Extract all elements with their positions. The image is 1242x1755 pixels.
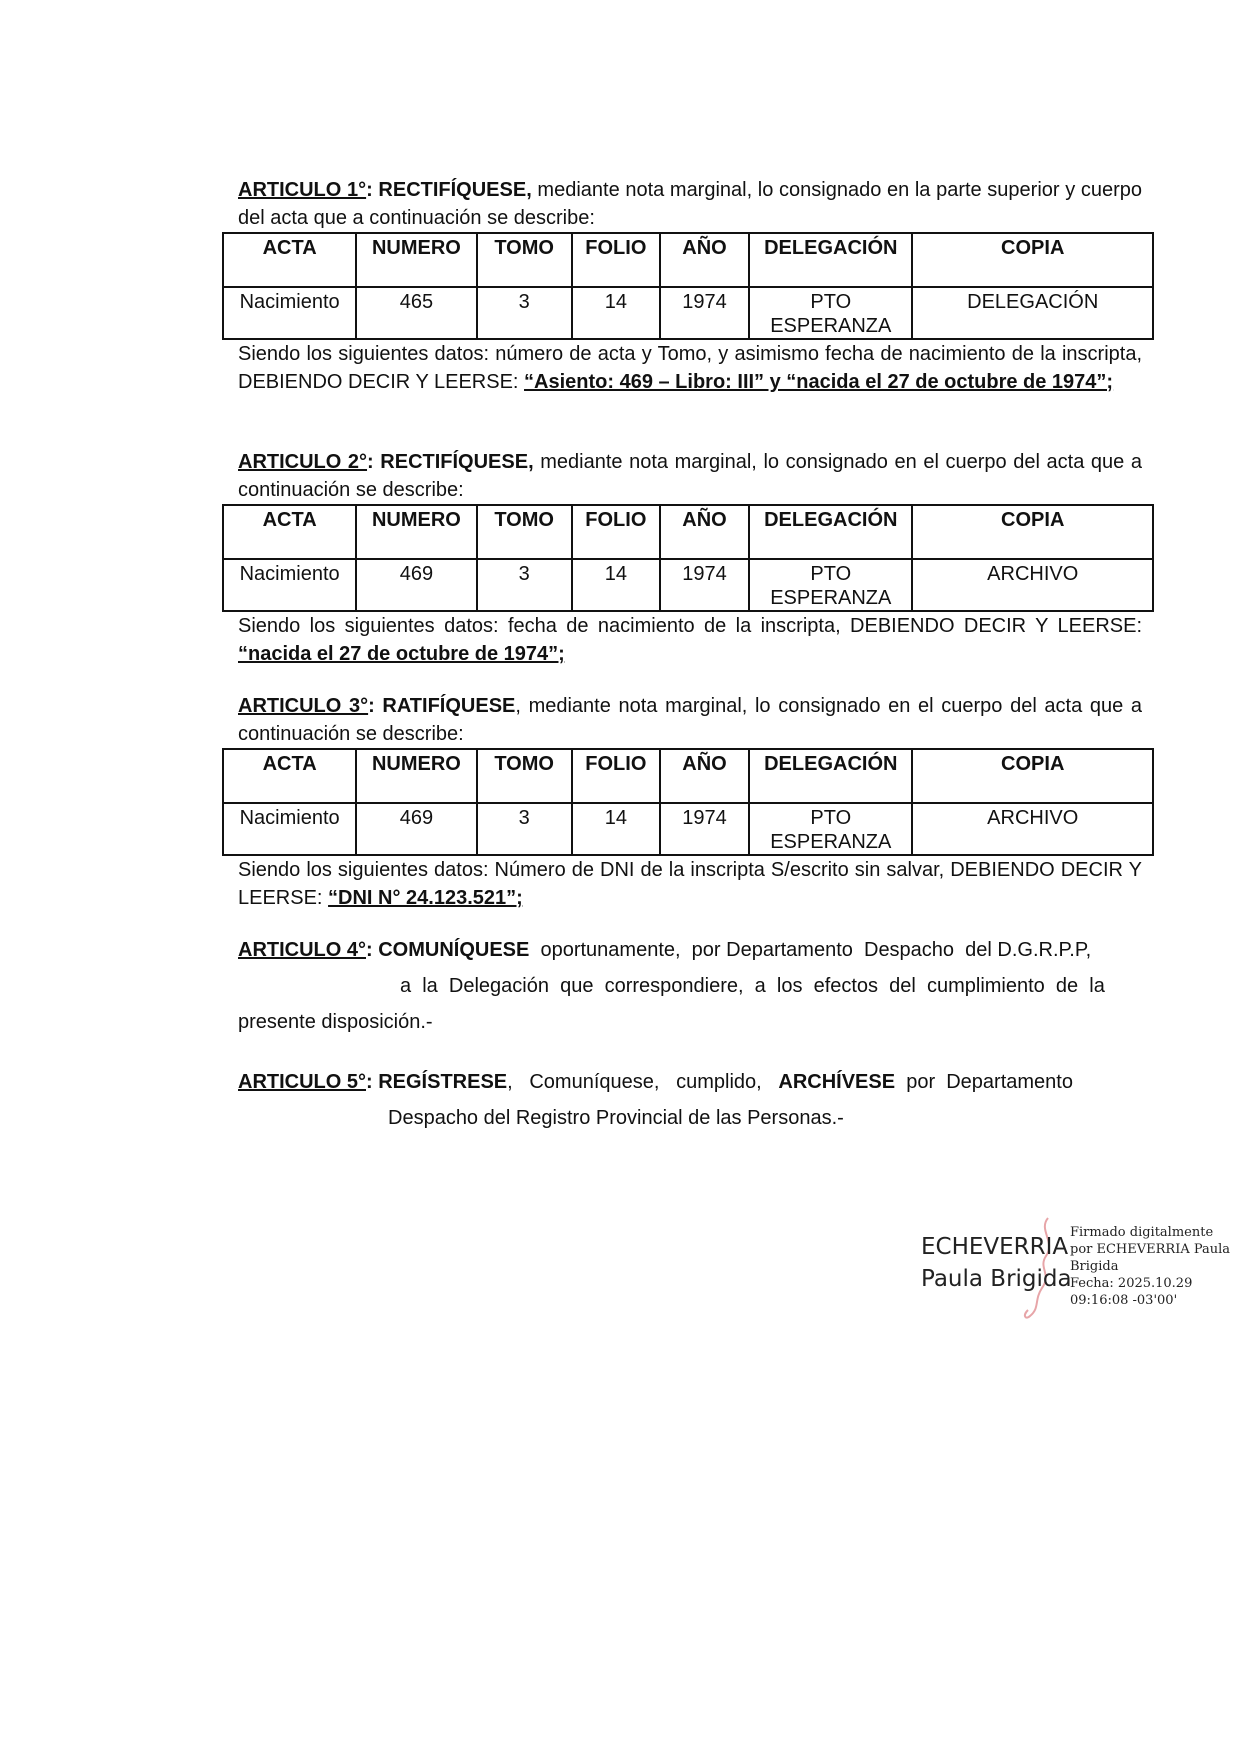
table-header-cell: DELEGACIÓN [749,233,912,287]
table-row [223,803,1153,855]
table-header-cell: ACTA [223,749,356,803]
article-3-label: ARTICULO 3° [238,695,369,717]
article-5-label: ARTICULO 5° [238,1071,366,1093]
table-header-row [223,233,1153,287]
table-cell: 469 [356,803,476,855]
table-header-cell: COPIA [912,505,1153,559]
table-cell: 465 [356,287,476,339]
table-cell: 3 [477,559,572,611]
article-3-detail-text: Siendo los siguientes datos: Número de DNI de la inscripta S/escrito sin salvar, DEBIENDO DECIR Y LEERSE: [238,859,1142,909]
table-header-cell: ACTA [223,505,356,559]
article-2-intro: ARTICULO 2°: RECTIFÍQUESE, mediante nota marginal, lo consignado en el cuerpo del acta que a continuación se describe: [238,451,1142,501]
article-1-table [222,232,1154,340]
signature-info [1070,1224,1230,1309]
table-cell: 14 [572,287,660,339]
table-cell: Nacimiento [223,287,356,339]
table-header-cell: NUMERO [356,749,476,803]
table-header-cell: AÑO [660,233,749,287]
article-3-quote: “DNI N° 24.123.521”; [328,887,523,909]
signature-info-line: por ECHEVERRIA Paula [1070,1242,1231,1257]
article-1-action: RECTIFÍQUESE, [378,179,532,201]
article-4-label: ARTICULO 4° [238,939,366,961]
article-1-detail-text: Siendo los siguientes datos: número de acta y Tomo, y asimismo fecha de nacimiento de la inscripta, DEBIENDO DECIR Y LEERSE: [238,343,1142,393]
signer-name-line-1: ECHEVERRIA [921,1234,1069,1260]
table-cell: 1974 [660,559,749,611]
table-row [223,559,1153,611]
table-header-cell: COPIA [912,233,1153,287]
article-4-line-2: a la Delegación que correspondiere, a los efectos del cumplimiento de la [400,975,1105,997]
article-2-table [222,504,1154,612]
table-header-cell: FOLIO [572,505,660,559]
table-cell: Nacimiento [223,559,356,611]
table-header-cell: TOMO [477,749,572,803]
article-4-action: COMUNÍQUESE [378,939,530,961]
table-cell: 1974 [660,803,749,855]
table-cell: 3 [477,287,572,339]
signature-info-line: Brigida [1070,1259,1119,1274]
table-header-cell: AÑO [660,505,749,559]
table-cell: Nacimiento [223,803,356,855]
article-4-line-3: presente disposición.- [238,1011,433,1033]
table-header-cell: COPIA [912,749,1153,803]
article-2-label: ARTICULO 2° [238,451,368,473]
table-cell: 3 [477,803,572,855]
table-cell: PTO ESPERANZA [749,287,912,339]
table-header-row [223,505,1153,559]
table-header-cell: DELEGACIÓN [749,749,912,803]
article-1-intro-text: mediante nota marginal, lo consignado en la parte superior y cuerpo del acta que a continuación se describe: [238,179,1143,229]
table-header-cell: ACTA [223,233,356,287]
article-3-table [222,748,1154,856]
table-cell: 1974 [660,287,749,339]
article-1-quote: “Asiento: 469 – Libro: III” y “nacida el 27 de octubre de 1974”; [524,371,1114,393]
article-5-tail-text: por Departamento [906,1071,1073,1093]
table-header-cell: NUMERO [356,233,476,287]
table-cell: ARCHIVO [912,559,1153,611]
table-header-cell: AÑO [660,749,749,803]
article-2-intro-text: mediante nota marginal, lo consignado en el cuerpo del acta que a continuación se describe: [238,451,1142,501]
table-header-row [223,749,1153,803]
article-3-intro-text: , mediante nota marginal, lo consignado en el cuerpo del acta que a continuación se describe: [238,695,1143,745]
table-cell: 14 [572,559,660,611]
table-header-cell: FOLIO [572,233,660,287]
article-3-intro: ARTICULO 3°: RATIFÍQUESE, mediante nota marginal, lo consignado en el cuerpo del acta que a continuación se describe: [238,695,1143,745]
signature-info-line: 09:16:08 -03'00' [1070,1293,1178,1308]
table-cell: ARCHIVO [912,803,1153,855]
table-cell: 469 [356,559,476,611]
table-header-cell: FOLIO [572,749,660,803]
table-cell: PTO ESPERANZA [749,803,912,855]
article-4-line-1: ARTICULO 4°: COMUNÍQUESE oportunamente, por Departamento Despacho del D.G.R.P.P, [238,939,1092,961]
article-5-middle-text: , Comuníquese, cumplido, [507,1071,762,1093]
table-cell: DELEGACIÓN [912,287,1153,339]
signer-name-line-2: Paula Brigida [921,1266,1072,1292]
table-cell: PTO ESPERANZA [749,559,912,611]
article-4-line-1-text: oportunamente, por Departamento Despacho del D.G.R.P.P, [540,939,1092,961]
table-header-cell: DELEGACIÓN [749,505,912,559]
article-3-detail [238,856,1142,912]
article-2-detail-text: Siendo los siguientes datos: fecha de nacimiento de la inscripta, DEBIENDO DECIR Y LEERSE: [238,615,1142,637]
table-row [223,287,1153,339]
table-header-cell: TOMO [477,233,572,287]
table-header-cell: NUMERO [356,505,476,559]
signature-info-line: Firmado digitalmente [1070,1225,1214,1240]
article-1-intro: ARTICULO 1°: RECTIFÍQUESE, mediante nota marginal, lo consignado en la parte superior y cuerpo del acta que a continuación se describe: [238,179,1143,229]
article-3-action: RATIFÍQUESE [382,695,516,717]
article-5-line-2: Despacho del Registro Provincial de las Personas.- [388,1107,844,1129]
signature-info-line: Fecha: 2025.10.29 [1070,1276,1193,1291]
article-2-detail [238,612,1142,668]
article-1-label: ARTICULO 1° [238,179,367,201]
article-5-action-register: REGÍSTRESE [378,1071,508,1093]
article-5-action-archive: ARCHÍVESE [778,1071,896,1093]
article-2-action: RECTIFÍQUESE, [380,451,534,473]
table-header-cell: TOMO [477,505,572,559]
article-5-line-1: ARTICULO 5°: REGÍSTRESE, Comuníquese, cumplido, ARCHÍVESE por Departamento [238,1071,1073,1093]
article-1-detail [238,340,1142,396]
article-2-quote: “nacida el 27 de octubre de 1974”; [238,643,565,665]
table-cell: 14 [572,803,660,855]
